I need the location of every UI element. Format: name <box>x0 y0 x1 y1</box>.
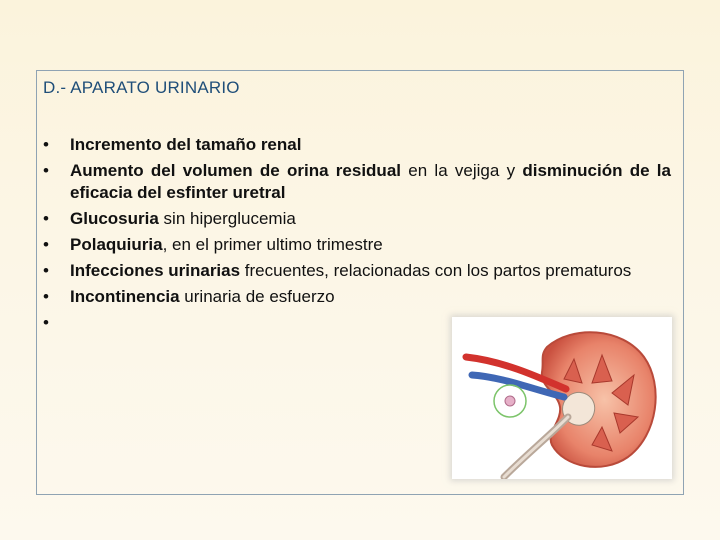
bullet-text: frecuentes, relacionadas con los partos prematuros <box>240 261 632 280</box>
bullet-text: urinaria de esfuerzo <box>179 287 335 306</box>
bullet-text: sin hiperglucemia <box>158 209 296 228</box>
bullet-item <box>43 234 671 256</box>
kidney-illustration <box>452 317 672 479</box>
bullet-item <box>43 134 671 156</box>
bullet-bold: Aumento del volumen de orina residual <box>70 161 401 180</box>
bullet-bold: Glucosuria <box>70 209 159 228</box>
bullet-item <box>43 208 671 230</box>
bullet-item <box>43 286 671 308</box>
bullet-item <box>43 260 671 282</box>
bullet-bold: Incremento del tamaño renal <box>70 135 302 154</box>
bullet-item <box>43 160 671 204</box>
kidney-image <box>452 317 672 479</box>
bullet-bold: Infecciones urinarias <box>70 261 241 280</box>
bullet-list <box>43 134 671 338</box>
bullet-bold: disminución de la eficacia del esfinter uretral <box>70 161 671 202</box>
bullet-bold: Polaquiuria <box>70 235 163 254</box>
slide-title: D.- APARATO URINARIO <box>43 78 240 97</box>
bullet-text: , en el primer ultimo trimestre <box>162 235 383 254</box>
bullet-bold: Incontinencia <box>70 287 180 306</box>
bullet-text: en la vejiga y <box>401 161 523 180</box>
